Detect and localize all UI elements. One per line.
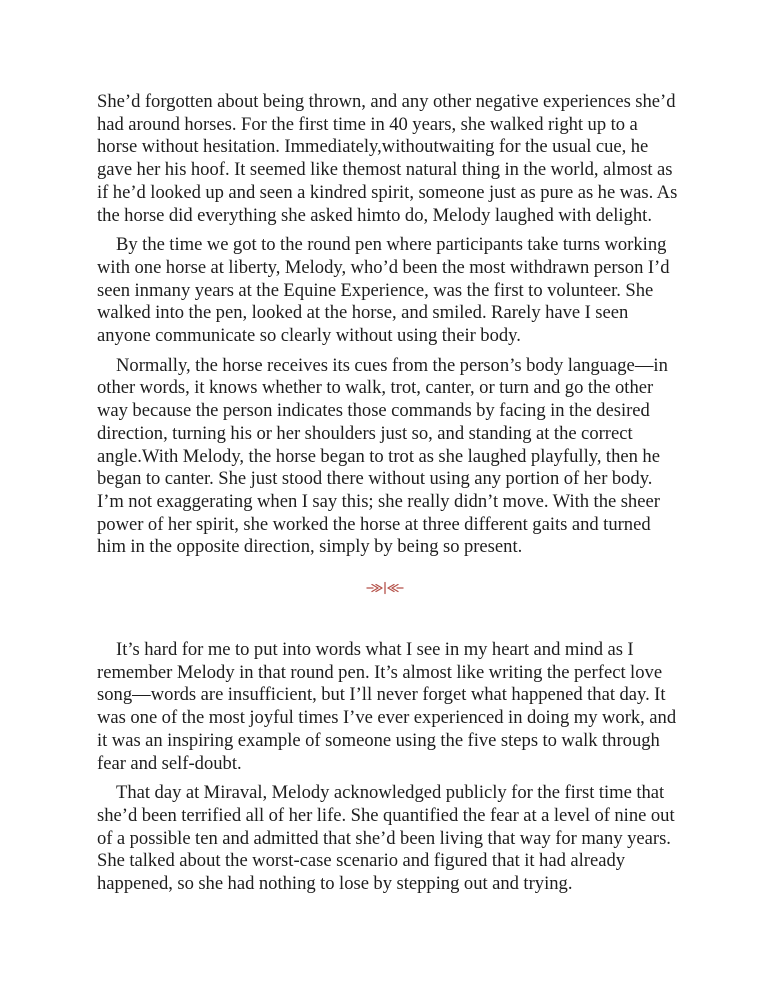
paragraph-4: It’s hard for me to put into words what I see in my heart and mind as I remember Melody in that round pen. It’s almost like writing the perfect love song—words are insufficient, but I’ll never forget what happened that day. It was one of the most joyful times I’ve ever experienced in doing my work, and it was an inspiring example of someone using the five steps to walk through fear and self-doubt. [97, 639, 677, 774]
book-page [97, 91, 682, 896]
paragraph-3: Normally, the horse receives its cues from the person’s body language—in other words, it knows whether to walk, trot, canter, or turn and go the other way because the person indicates those commands by facing in the desired direction, turning his or her shoulders just so, and standing at the correct angle.With Melody, the horse began to trot as she laughed playfully, then he began to canter. She just stood there without using any portion of her body. I’m not exaggerating when I say this; she really didn’t move. With the sheer power of her spirit, she worked the horse at three different gaits and turned him in the opposite direction, simply by being so present. [97, 354, 668, 558]
section-break-ornament-icon [365, 581, 405, 595]
paragraph-2: By the time we got to the round pen where participants take turns working with one horse at liberty, Melody, who’d been the most withdrawn person I’d seen inmany years at the Equine Experience, was the first to volunteer. She walked into the pen, looked at the horse, and smiled. Rarely have I seen anyone communicate so clearly without using their body. [97, 234, 670, 347]
paragraph-1: She’d forgotten about being thrown, and any other negative experiences she’d had around horses. For the first time in 40 years, she walked right up to a horse without hesitation. Immediately,withoutwaiting for the usual cue, he gave her his hoof. It seemed like themost natural thing in the world, almost as if he’d looked up and seen a kindred spirit, someone just as pure as he was. As the horse did everything she asked himto do, Melody laughed with delight. [97, 91, 678, 226]
paragraph-5: That day at Miraval, Melody acknowledged publicly for the first time that she’d been terrified all of her life. She quantified the fear at a level of nine out of a possible ten and admitted that she’d been living that way for many years. She talked about the worst-case scenario and figured that it had already happened, so she had nothing to lose by stepping out and trying. [97, 782, 675, 895]
section-break [97, 559, 682, 639]
